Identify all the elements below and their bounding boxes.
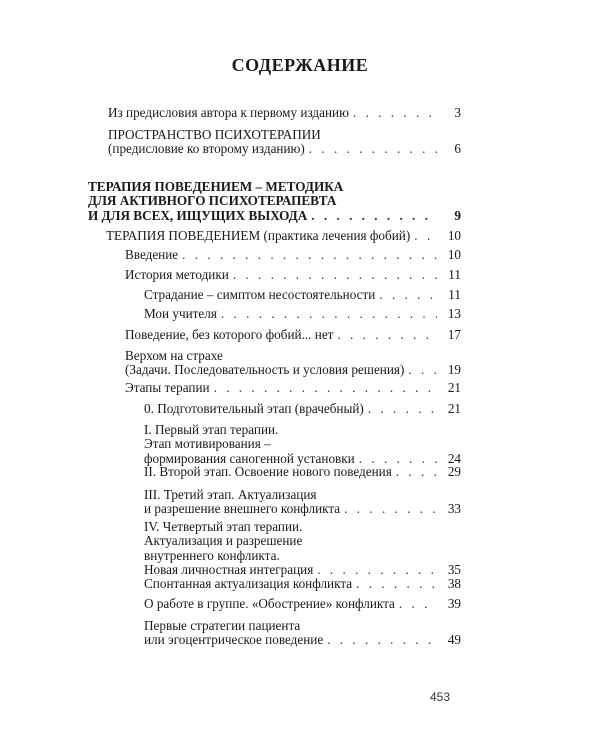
toc-entry-text: Спонтанная актуализация конфликта [144, 576, 353, 591]
toc-entry [125, 328, 461, 342]
toc-entry-text: ПРОСТРАНСТВО ПСИХОТЕРАПИИ [108, 127, 321, 142]
toc-entry-page: 13 [447, 306, 461, 321]
toc-entry-page: 6 [454, 141, 461, 157]
toc-entry-text: ТЕРАПИЯ ПОВЕДЕНИЕМ – МЕТОДИКА [88, 179, 344, 194]
toc-entry [108, 106, 461, 120]
leader-dots [408, 363, 437, 377]
toc-entry-text: Введение [125, 247, 179, 262]
toc-entry [144, 577, 461, 591]
toc-entry-text: Этапы терапии [125, 380, 210, 395]
toc-entry-text: IV. Четвертый этап терапии. [144, 519, 303, 534]
toc-entry-text: Этап мотивирования – [144, 436, 271, 452]
toc-entry-page: 10 [447, 247, 461, 262]
toc-entry [106, 229, 461, 243]
toc-entry [144, 597, 461, 611]
page-number: 453 [430, 690, 451, 704]
leader-dots [399, 597, 437, 611]
toc-entry-page: 11 [448, 267, 461, 282]
toc-entry-text: (предисловие ко второму изданию) [108, 141, 305, 157]
leader-dots [309, 142, 437, 156]
leader-dots [414, 229, 437, 243]
toc-entry-text: Мои учителя [144, 306, 217, 321]
toc-entry-page: 33 [447, 501, 461, 517]
toc-entry-text: (Задачи. Последовательность и условия решения) [125, 362, 405, 378]
toc-entry-text: Актуализация и разрешение [144, 533, 303, 549]
leader-dots [221, 307, 437, 321]
toc-entry-text: II. Второй этап. Освоение нового поведения [144, 464, 392, 479]
toc-entry-text: Новая личностная интеграция [144, 562, 314, 578]
toc-entry-text: III. Третий этап. Актуализация [144, 487, 317, 502]
toc-entry [144, 465, 461, 479]
toc-entry-text: О работе в группе. «Обострение» конфликта [144, 596, 395, 611]
toc-entry-text: Поведение, без которого фобий... нет [125, 327, 334, 342]
leader-dots [311, 209, 437, 223]
leader-dots [337, 328, 437, 342]
toc-entry-text: или эгоцентрическое поведение [144, 632, 324, 648]
toc-entry-text: формирования саногенной установки [144, 450, 355, 466]
toc-entry [144, 488, 461, 517]
toc-entry-text: И ДЛЯ ВСЕХ, ИЩУЩИХ ВЫХОДА [88, 207, 308, 223]
leader-dots [353, 106, 437, 120]
toc-entry-page: 17 [447, 327, 461, 342]
leader-dots [214, 381, 437, 395]
leader-dots [356, 577, 437, 591]
toc-entry-text: История методики [125, 267, 229, 282]
toc-entry [125, 248, 461, 262]
toc-entry-text: Верхом на страхе [125, 348, 223, 363]
toc-entry-page: 9 [454, 207, 461, 223]
toc-entry-text: Из предисловия автора к первому изданию [108, 105, 349, 120]
toc-entry-page: 10 [447, 228, 461, 243]
toc-entry-page: 21 [447, 401, 461, 416]
toc-entry-text: внутреннего конфликта. [144, 547, 280, 563]
toc-section-entry [88, 180, 461, 223]
toc-entry-text: и разрешение внешнего конфликта [144, 501, 341, 517]
toc-entry-page: 19 [447, 362, 461, 378]
toc-entry-page: 39 [447, 596, 461, 611]
leader-dots [233, 268, 437, 282]
leader-dots [396, 465, 437, 479]
leader-dots [182, 248, 437, 262]
toc-entry-page: 35 [447, 562, 461, 578]
leader-dots [368, 402, 437, 416]
leader-dots [379, 288, 437, 302]
toc-entry [144, 402, 461, 416]
toc-entry [125, 349, 461, 378]
toc-entry-text: 0. Подготовительный этап (врачебный) [144, 401, 364, 416]
toc-entry [125, 268, 461, 282]
toc-entry-page: 29 [447, 464, 461, 479]
toc-entry [144, 307, 461, 321]
toc-entry-page: 38 [447, 576, 461, 591]
toc-entry [108, 128, 461, 157]
toc-entry-page: 11 [448, 287, 461, 302]
toc-entry-text: Страдание – симптом несостоятельности [144, 287, 376, 302]
toc-entry [125, 381, 461, 395]
toc-entry-page: 3 [454, 105, 461, 120]
toc-entry [144, 520, 461, 578]
toc-entry-page: 24 [447, 450, 461, 466]
toc-entry [144, 423, 461, 466]
leader-dots [327, 633, 437, 647]
toc-entry-page: 49 [447, 632, 461, 648]
toc-title: СОДЕРЖАНИЕ [231, 55, 369, 75]
toc-entry-text: ТЕРАПИЯ ПОВЕДЕНИЕМ (практика лечения фобий) [106, 228, 411, 243]
toc-entry-text: ДЛЯ АКТИВНОГО ПСИХОТЕРАПЕВТА [88, 193, 337, 209]
toc-entry-text: I. Первый этап терапии. [144, 422, 279, 437]
toc-entry-page: 21 [447, 380, 461, 395]
toc-entry-text: Первые стратегии пациента [144, 618, 301, 633]
leader-dots [344, 502, 437, 516]
toc-entry [144, 619, 461, 648]
toc-entry [144, 288, 461, 302]
